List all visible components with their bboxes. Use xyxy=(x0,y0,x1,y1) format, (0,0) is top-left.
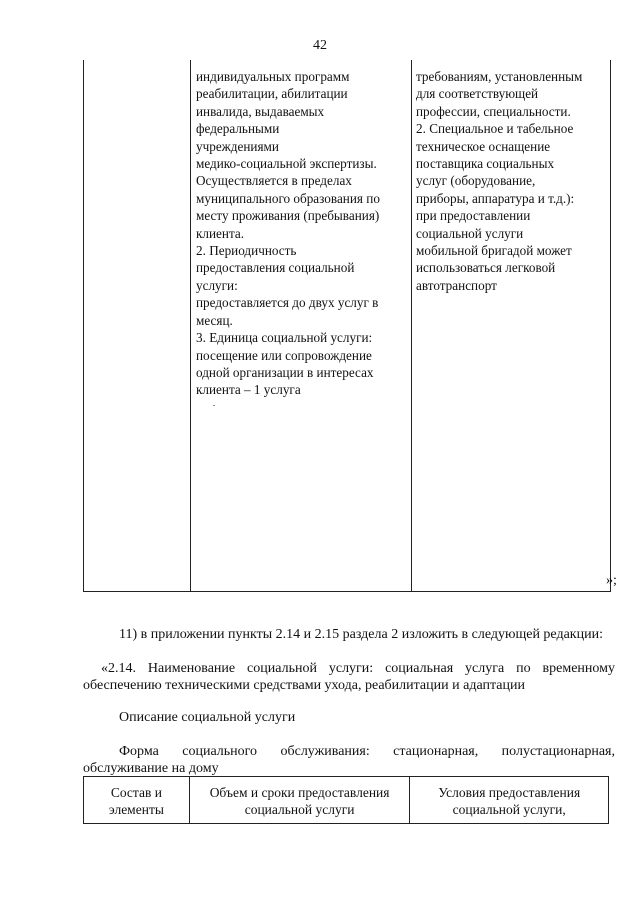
cell-line: инвалида, выдаваемых xyxy=(196,103,325,119)
cell-line: социальной услуги xyxy=(416,225,524,241)
closing-quote-mark: »; xyxy=(606,573,617,588)
service-description-heading: Описание социальной услуги xyxy=(119,710,296,725)
header-line: элементы xyxy=(108,802,164,817)
cell-line: требованиям, установленным xyxy=(416,69,583,84)
scan-speck xyxy=(213,405,215,406)
header-line: социальной услуги xyxy=(244,802,355,817)
header-line: Условия предоставления xyxy=(438,785,581,800)
cell-line: медико-социальной экспертизы. xyxy=(196,156,377,172)
cell-line: автотранспорт xyxy=(416,277,497,293)
cell-line: Осуществляется в пределах xyxy=(196,173,352,189)
service-name-paragraph: «2.14. Наименование социальной услуги: социальная услуга по временному обеспечению техническими средствами ухода, реабилитации и адаптации xyxy=(83,661,615,693)
cell-line: посещение или сопровождение xyxy=(196,347,372,363)
service-description-table xyxy=(83,776,609,824)
cell-line: предоставляется до двух услуг в xyxy=(196,295,379,311)
page-number: 42 xyxy=(313,38,327,53)
column-divider xyxy=(190,60,191,591)
cell-line: предоставления социальной xyxy=(196,260,355,276)
cell-line: 3. Единица социальной услуги: xyxy=(196,330,373,346)
cell-line: месту проживания (пребывания) xyxy=(196,208,380,224)
amendment-item-11: 11) в приложении пункты 2.14 и 2.15 раздела 2 изложить в следующей редакции: xyxy=(119,627,603,642)
cell-line: 2. Периодичность xyxy=(196,243,297,259)
cell-line: мобильной бригадой может xyxy=(416,243,572,259)
cell-line: индивидуальных программ xyxy=(196,69,350,84)
cell-line: муниципального образования по xyxy=(196,190,380,206)
conditions-cell xyxy=(416,68,608,294)
table-header-row xyxy=(84,777,609,824)
cell-line: использоваться легковой xyxy=(416,260,556,276)
cell-line: приборы, аппаратура и т.д.): xyxy=(416,190,575,206)
service-form-paragraph: Форма социального обслуживания: стационарная, полустационарная, обслуживание на дому xyxy=(83,744,615,776)
cell-line: клиента – 1 услуга xyxy=(196,382,301,398)
cell-line: учреждениями xyxy=(196,138,279,154)
cell-line: при предоставлении xyxy=(416,208,531,224)
header-line: социальной услуги, xyxy=(452,802,566,817)
cell-line: профессии, специальности. xyxy=(416,103,571,119)
continued-service-table xyxy=(83,60,611,592)
header-volume-terms xyxy=(189,777,410,824)
cell-line: реабилитации, абилитации xyxy=(196,86,348,102)
cell-line: федеральными xyxy=(196,121,280,137)
column-divider xyxy=(411,60,412,591)
cell-line: месяц. xyxy=(196,312,233,328)
header-line: Объем и сроки предоставления xyxy=(209,785,390,800)
header-line: Состав и xyxy=(110,785,162,800)
cell-line: услуг (оборудование, xyxy=(416,173,536,189)
cell-line: для соответствующей xyxy=(416,86,539,102)
cell-line: услуги: xyxy=(196,277,238,293)
header-composition xyxy=(84,777,190,824)
cell-line: 2. Специальное и табельное xyxy=(416,121,574,137)
cell-line: одной организации в интересах xyxy=(196,364,374,380)
cell-line: поставщика социальных xyxy=(416,156,555,172)
cell-line: клиента. xyxy=(196,225,245,241)
cell-line: техническое оснащение xyxy=(416,138,551,154)
header-conditions xyxy=(410,777,609,824)
volume-and-terms-cell xyxy=(196,68,408,399)
